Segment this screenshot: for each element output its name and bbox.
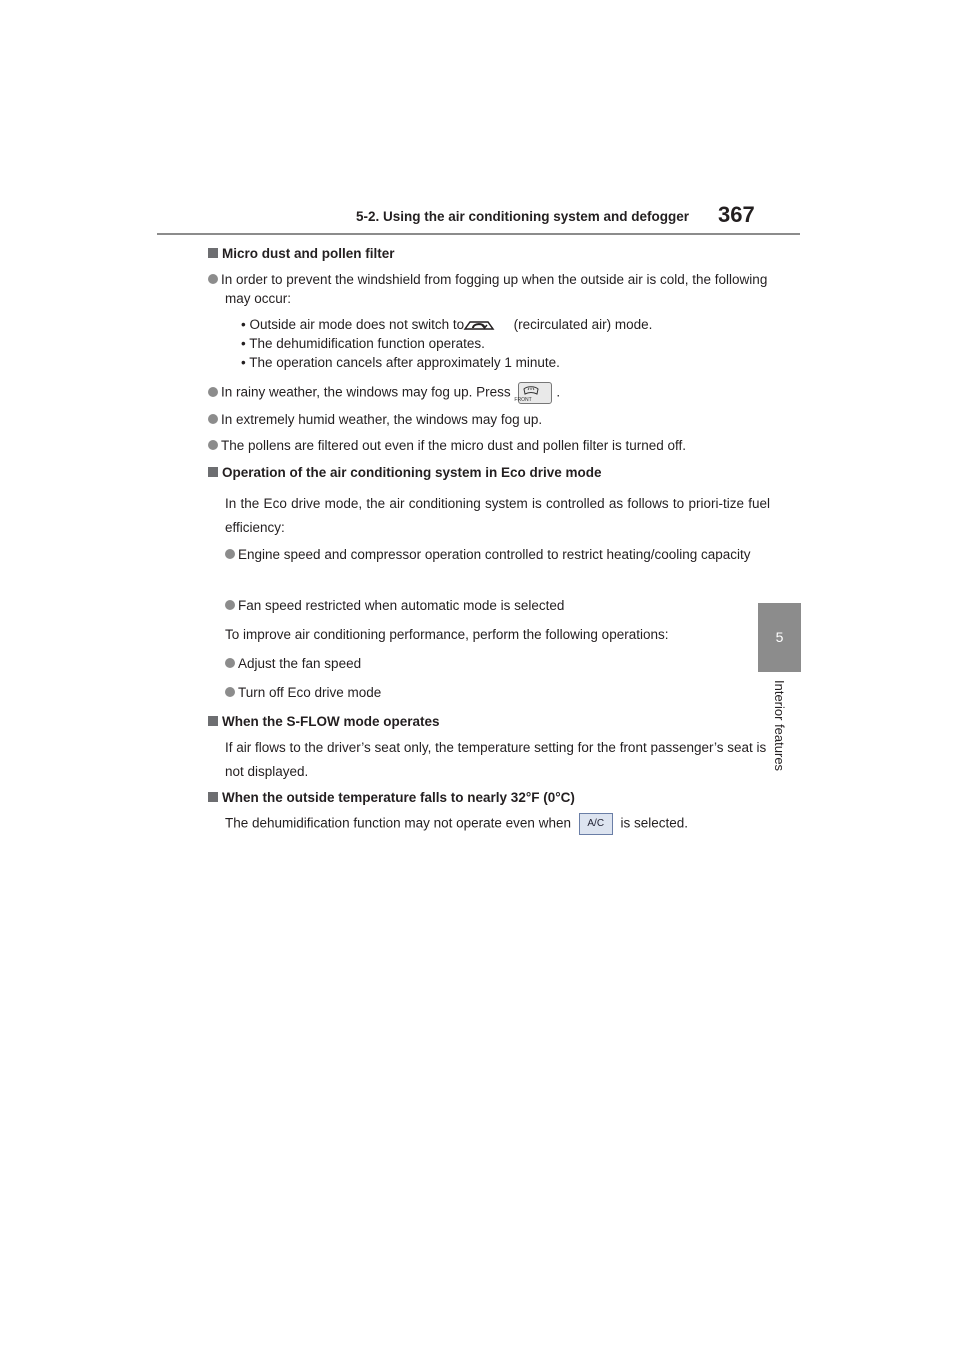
bullet-icon [208, 387, 218, 397]
bullet-icon [225, 687, 235, 697]
list-item: Engine speed and compressor operation controlled to restrict heating/cooling capacity [208, 543, 770, 567]
sub-list-item: • The operation cancels after approximately 1 minute. [241, 355, 560, 370]
list-item: Adjust the fan speed [208, 654, 770, 673]
front-defogger-button-icon [514, 382, 552, 404]
square-bullet-icon [208, 792, 218, 802]
bullet-icon [225, 549, 235, 559]
sub-list-item: • The dehumidification function operates. [241, 336, 485, 351]
chapter-tab-label: Interior features [772, 680, 787, 772]
list-item: In extremely humid weather, the windows may fog up. [208, 410, 770, 429]
header-divider [157, 233, 800, 235]
sub-list-item: • Outside air mode does not switch to (recirculated air) mode. [241, 317, 653, 332]
page-number: 367 [718, 202, 755, 227]
section-title: 5-2. Using the air conditioning system and defogger [356, 209, 690, 224]
bullet-icon [225, 600, 235, 610]
paragraph: The dehumidification function may not operate even when A/C is selected. [208, 813, 770, 835]
square-bullet-icon [208, 467, 218, 477]
bullet-icon [208, 414, 218, 424]
heading-outside-temperature: When the outside temperature falls to nearly 32°F (0°C) [208, 788, 753, 807]
list-item: In rainy weather, the windows may fog up. Press FRONT . [208, 382, 770, 404]
bullet-icon [208, 274, 218, 284]
chapter-tab-number: 5 [758, 603, 801, 672]
square-bullet-icon [208, 248, 218, 258]
paragraph: To improve air conditioning performance, perform the following operations: [225, 627, 669, 642]
list-item: Fan speed restricted when automatic mode is selected [208, 596, 770, 615]
paragraph: If air flows to the driver’s seat only, the temperature setting for the front passenger’s seat is not displayed. [225, 740, 767, 779]
bullet-icon [208, 440, 218, 450]
list-item: In order to prevent the windshield from fogging up when the outside air is cold, the following may occur: [208, 270, 770, 308]
list-item: Turn off Eco drive mode [208, 683, 770, 702]
bullet-icon [225, 658, 235, 668]
paragraph: In the Eco drive mode, the air conditioning system is controlled as follows to priori-tize fuel efficiency: [225, 496, 770, 535]
ac-button-icon [579, 813, 613, 835]
list-item: The pollens are filtered out even if the micro dust and pollen filter is turned off. [208, 436, 770, 455]
heading-eco-drive: Operation of the air conditioning system in Eco drive mode [208, 463, 753, 482]
square-bullet-icon [208, 716, 218, 726]
recirculated-air-icon [472, 317, 506, 333]
ac-label: A/C [587, 818, 605, 829]
heading-s-flow: When the S-FLOW mode operates [208, 712, 753, 731]
heading-micro-dust: Micro dust and pollen filter [208, 244, 753, 263]
